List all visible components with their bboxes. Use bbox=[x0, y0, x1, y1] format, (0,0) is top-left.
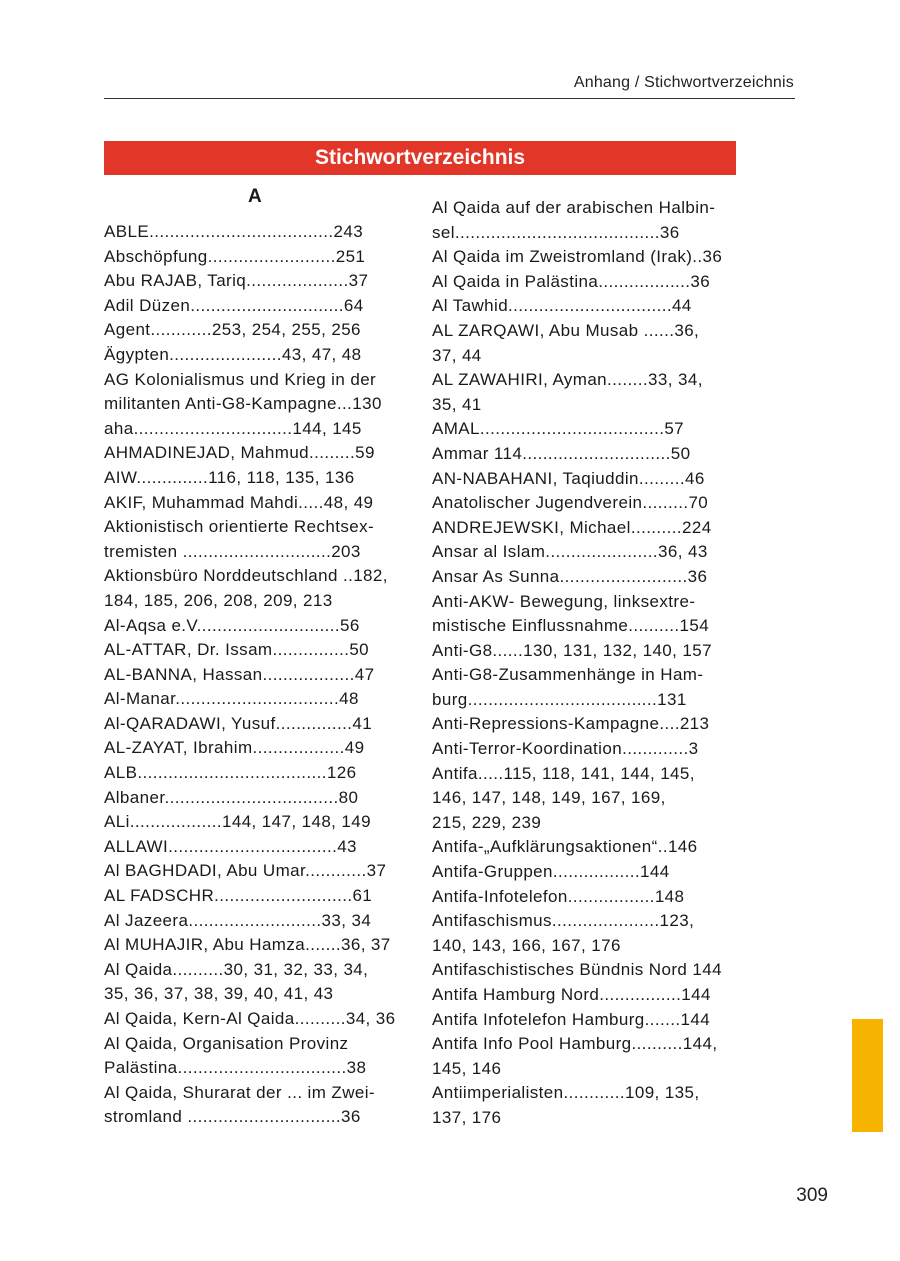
index-entry: Aktionistisch orientierte Rechtsex- bbox=[104, 517, 375, 537]
index-entry: Antifa Hamburg Nord................144 bbox=[432, 985, 711, 1004]
index-entry: AL-BANNA, Hassan..................47 bbox=[104, 664, 375, 684]
index-entry: Al Qaida, Organisation Provinz bbox=[104, 1033, 349, 1053]
index-entry: AL FADSCHR...........................61 bbox=[104, 886, 373, 906]
index-entry: Al-Manar................................48 bbox=[104, 689, 359, 709]
index-entry: 145, 146 bbox=[432, 1058, 502, 1078]
index-entry: 35, 36, 37, 38, 39, 40, 41, 43 bbox=[104, 984, 334, 1004]
index-entry: Abu RAJAB, Tariq....................37 bbox=[104, 271, 369, 291]
index-entry: 184, 185, 206, 208, 209, 213 bbox=[104, 590, 333, 610]
index-entry: Al Tawhid................................44 bbox=[432, 296, 692, 316]
running-head: Anhang / Stichwortverzeichnis bbox=[573, 74, 794, 91]
index-entry: sel........................................36 bbox=[432, 222, 680, 242]
index-entry: Al Jazeera..........................33, 34 bbox=[104, 910, 372, 930]
index-entry: AIW..............116, 118, 135, 136 bbox=[104, 467, 355, 487]
index-entry: Ägypten......................43, 47, 48 bbox=[104, 344, 362, 364]
index-entry: burg.....................................131 bbox=[432, 689, 687, 709]
index-entry: Ansar As Sunna.........................36 bbox=[432, 566, 708, 586]
index-entry: ALB.....................................126 bbox=[104, 763, 357, 783]
index-entry: Anti-G8......130, 131, 132, 140, 157 bbox=[432, 640, 712, 660]
index-entry: 140, 143, 166, 167, 176 bbox=[432, 935, 621, 955]
index-title-bar bbox=[104, 141, 736, 175]
index-entry: Antifa Info Pool Hamburg..........144, bbox=[432, 1034, 718, 1054]
index-entry: Anatolischer Jugendverein.........70 bbox=[432, 493, 709, 513]
index-entry: AN-NABAHANI, Taqiuddin.........46 bbox=[432, 468, 705, 488]
index-entry: Ansar al Islam......................36, 43 bbox=[432, 542, 708, 562]
index-entry: Al-Aqsa e.V............................56 bbox=[104, 615, 360, 635]
index-entry: Antifaschismus.....................123, bbox=[432, 911, 695, 931]
section-letter-heading: A bbox=[248, 186, 262, 207]
index-entry: Al-QARADAWI, Yusuf...............41 bbox=[104, 713, 373, 733]
index-entry: AL ZAWAHIRI, Ayman........33, 34, bbox=[432, 370, 703, 390]
index-entry: AHMADINEJAD, Mahmud.........59 bbox=[104, 443, 375, 463]
header-rule bbox=[104, 98, 795, 99]
index-entry: AKIF, Muhammad Mahdi.....48, 49 bbox=[104, 492, 374, 512]
index-entry: Anti-Terror-Koordination.............3 bbox=[432, 739, 699, 759]
index-entry: Abschöpfung.........................251 bbox=[104, 246, 366, 266]
index-entry: 137, 176 bbox=[432, 1107, 502, 1127]
index-entry: Antifaschistisches Bündnis Nord 144 bbox=[432, 960, 722, 980]
index-entry: ALi..................144, 147, 148, 149 bbox=[104, 812, 371, 832]
index-entry: 37, 44 bbox=[432, 345, 482, 365]
index-entry: Anti-Repressions-Kampagne....213 bbox=[432, 714, 710, 734]
index-entry: AL-ZAYAT, Ibrahim..................49 bbox=[104, 738, 365, 758]
page-number: 309 bbox=[796, 1185, 828, 1206]
index-entry: Al Qaida im Zweistromland (Irak)..36 bbox=[432, 247, 723, 267]
index-entry: Al BAGHDADI, Abu Umar............37 bbox=[104, 861, 387, 881]
index-entry: mistische Einflussnahme..........154 bbox=[432, 616, 710, 636]
index-entry: ANDREJEWSKI, Michael..........224 bbox=[432, 517, 712, 537]
index-entry: Ammar 114.............................50 bbox=[432, 443, 691, 463]
index-entry: Palästina.................................38 bbox=[104, 1058, 367, 1078]
index-column-left bbox=[104, 220, 409, 1130]
index-entry: Aktionsbüro Norddeutschland ..182, bbox=[104, 566, 388, 586]
index-entry: AL-ATTAR, Dr. Issam...............50 bbox=[104, 640, 370, 660]
index-entry: Antifa-Infotelefon.................148 bbox=[432, 886, 685, 906]
index-entry: aha...............................144, 145 bbox=[104, 418, 362, 438]
index-title: Stichwortverzeichnis bbox=[314, 146, 526, 169]
index-entry: 146, 147, 148, 149, 167, 169, bbox=[432, 788, 666, 808]
index-entry: AL ZARQAWI, Abu Musab ......36, bbox=[432, 320, 700, 340]
index-entry: stromland ..............................36 bbox=[104, 1107, 361, 1127]
index-entry: Al Qaida, Kern-Al Qaida..........34, 36 bbox=[104, 1009, 396, 1028]
index-column-right bbox=[432, 196, 740, 1131]
index-entry: Antifa.....115, 118, 141, 144, 145, bbox=[432, 763, 695, 783]
index-entry: Antifa-Gruppen.................144 bbox=[432, 862, 670, 882]
index-entry: 35, 41 bbox=[432, 394, 482, 414]
index-entry: Al Qaida in Palästina..................36 bbox=[432, 271, 711, 291]
index-entry: Antifa Infotelefon Hamburg.......144 bbox=[432, 1009, 711, 1029]
index-entry: AG Kolonialismus und Krieg in der bbox=[104, 369, 377, 389]
index-entry: 215, 229, 239 bbox=[432, 812, 542, 832]
index-entry: Anti-G8-Zusammenhänge in Ham- bbox=[432, 665, 704, 685]
index-entry: AMAL....................................57 bbox=[432, 419, 685, 439]
index-entry: Antifa-„Aufklärungsaktionen“..146 bbox=[432, 837, 698, 857]
index-entry: Al Qaida, Shurarat der ... im Zwei- bbox=[104, 1082, 375, 1102]
chapter-side-tab bbox=[852, 1019, 883, 1132]
index-entry: Al Qaida..........30, 31, 32, 33, 34, bbox=[104, 959, 369, 979]
index-entry: Antiimperialisten............109, 135, bbox=[432, 1083, 700, 1103]
index-entry: Adil Düzen..............................64 bbox=[104, 295, 364, 315]
index-entry: Al MUHAJIR, Abu Hamza.......36, 37 bbox=[104, 935, 391, 955]
index-entry: ALLAWI.................................43 bbox=[104, 836, 357, 856]
index-entry: Al Qaida auf der arabischen Halbin- bbox=[432, 198, 716, 217]
index-entry: Anti-AKW- Bewegung, linksextre- bbox=[432, 591, 696, 611]
index-entry: militanten Anti-G8-Kampagne...130 bbox=[104, 394, 382, 414]
index-entry: ABLE....................................243 bbox=[104, 222, 364, 241]
index-entry: Albaner..................................80 bbox=[104, 787, 359, 807]
index-entry: Agent............253, 254, 255, 256 bbox=[104, 320, 361, 340]
index-entry: tremisten .............................203 bbox=[104, 541, 361, 561]
